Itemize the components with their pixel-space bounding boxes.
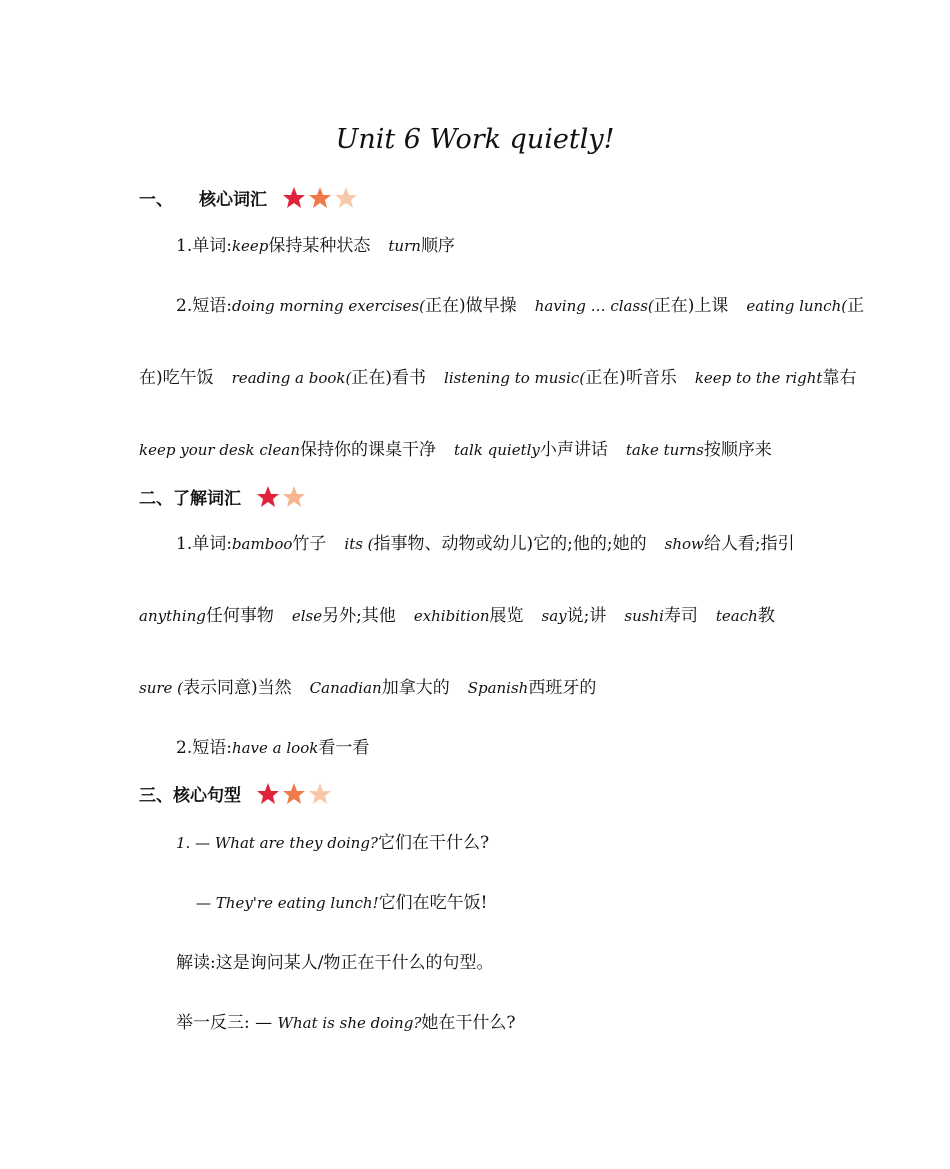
phrase-en: have a look — [231, 739, 319, 757]
word-cn: 表示同意)当然 — [183, 678, 292, 698]
example-cn: 她在干什么? — [421, 1013, 516, 1033]
sentence-example — [176, 1008, 516, 1033]
star-half-icon — [281, 485, 307, 509]
page-title: Unit 6 Work quietly! — [335, 124, 615, 155]
phrase-cn: 看一看 — [318, 738, 370, 758]
difficulty-stars — [255, 485, 307, 509]
phrase-en: keep to the right — [694, 369, 823, 387]
star-full-icon — [255, 485, 281, 509]
core-words-line — [176, 231, 455, 256]
core-phrases-line-3 — [139, 435, 772, 460]
section-heading-extra-vocab — [139, 484, 307, 509]
difficulty-stars — [255, 782, 333, 806]
phrase-en: take turns — [625, 441, 704, 459]
word-en: its ( — [344, 535, 374, 553]
word-cn: 西班牙的 — [528, 678, 597, 698]
extra-words-line-2 — [139, 601, 775, 626]
phrase-cn: 小声讲话 — [539, 440, 608, 460]
phrase-cn: 正在)上课 — [653, 296, 729, 316]
section-label: 核心句型 — [173, 786, 241, 806]
phrase-en: doing morning exercises( — [231, 297, 426, 315]
word-cn: 指事物、动物或幼儿)它的;他的;她的 — [373, 534, 647, 554]
star-half-icon — [333, 186, 359, 210]
word-cn: 展览 — [489, 606, 524, 626]
word-en: anything — [139, 607, 206, 625]
word-en: Spanish — [467, 679, 529, 697]
word-en: turn — [388, 237, 421, 255]
phrase-cn: 正 — [847, 296, 865, 316]
section-number: 二、 — [139, 489, 173, 509]
word-cn: 顺序 — [420, 236, 455, 256]
word-en: show — [664, 535, 704, 553]
sentence-question — [176, 828, 489, 853]
phrases-prefix: 2.短语: — [176, 296, 232, 316]
section-heading-core-vocab — [139, 185, 359, 210]
sentence-answer — [196, 888, 487, 913]
word-cn: 说;讲 — [566, 606, 607, 626]
phrase-cn: 靠右 — [822, 368, 857, 388]
section-number: 三、 — [139, 786, 173, 806]
extra-phrases-line — [176, 733, 369, 758]
extra-words-line-1 — [176, 529, 795, 554]
phrase-en: keep your desk clean — [139, 441, 301, 459]
word-en: exhibition — [413, 607, 490, 625]
example-en: What is she doing? — [277, 1014, 422, 1032]
word-cn: 任何事物 — [205, 606, 274, 626]
example-prefix: 举一反三: — — [176, 1013, 278, 1033]
phrase-en: talk quietly — [454, 441, 540, 459]
word-cn: 给人看;指引 — [703, 534, 795, 554]
word-en: sure ( — [139, 679, 184, 697]
phrase-cn: 正在)看书 — [351, 368, 427, 388]
star-half-icon — [307, 782, 333, 806]
phrase-cn: 保持你的课桌干净 — [300, 440, 437, 460]
difficulty-stars — [281, 186, 359, 210]
word-en: else — [291, 607, 323, 625]
word-en: sushi — [624, 607, 664, 625]
phrase-cn: 正在)听音乐 — [585, 368, 677, 388]
core-phrases-line-2 — [139, 363, 856, 388]
star-full-icon — [255, 782, 281, 806]
section-number: 一、 — [139, 190, 173, 210]
phrases-prefix: 2.短语: — [176, 738, 232, 758]
word-cn: 教 — [757, 606, 775, 626]
phrase-en: listening to music( — [444, 369, 586, 387]
sentence-en: They're eating lunch! — [215, 894, 379, 912]
word-cn: 另外;其他 — [322, 606, 396, 626]
word-en: teach — [715, 607, 758, 625]
star-full-icon — [281, 186, 307, 210]
word-cn: 加拿大的 — [381, 678, 450, 698]
phrase-en: reading a book( — [231, 369, 352, 387]
star-full-icon — [307, 186, 333, 210]
sentence-prefix: 1. — — [176, 834, 215, 852]
words-prefix: 1.单词: — [176, 236, 232, 256]
phrase-cn: 正在)做早操 — [425, 296, 517, 316]
word-cn: 保持某种状态 — [268, 236, 371, 256]
phrase-en: having … class( — [534, 297, 654, 315]
phrase-cn: 在)吃午饭 — [139, 368, 214, 388]
sentence-cn: 它们在吃午饭! — [378, 893, 488, 913]
sentence-prefix: — — [196, 894, 216, 912]
section-label: 了解词汇 — [173, 489, 241, 509]
word-en: say — [541, 607, 567, 625]
word-en: bamboo — [231, 535, 293, 553]
core-phrases-line-1 — [176, 291, 864, 316]
sentence-explanation: 解读:这是询问某人/物正在干什么的句型。 — [176, 953, 494, 973]
words-prefix: 1.单词: — [176, 534, 232, 554]
word-cn: 竹子 — [292, 534, 327, 554]
word-en: Canadian — [309, 679, 382, 697]
section-heading-core-sentences — [139, 781, 333, 806]
star-full-icon — [281, 782, 307, 806]
word-cn: 寿司 — [663, 606, 698, 626]
sentence-cn: 它们在干什么? — [377, 833, 490, 853]
phrase-en: eating lunch( — [746, 297, 848, 315]
extra-words-line-3 — [139, 673, 596, 698]
section-label: 核心词汇 — [199, 190, 267, 210]
word-en: keep — [231, 237, 269, 255]
phrase-cn: 按顺序来 — [703, 440, 772, 460]
sentence-en: What are they doing? — [214, 834, 378, 852]
